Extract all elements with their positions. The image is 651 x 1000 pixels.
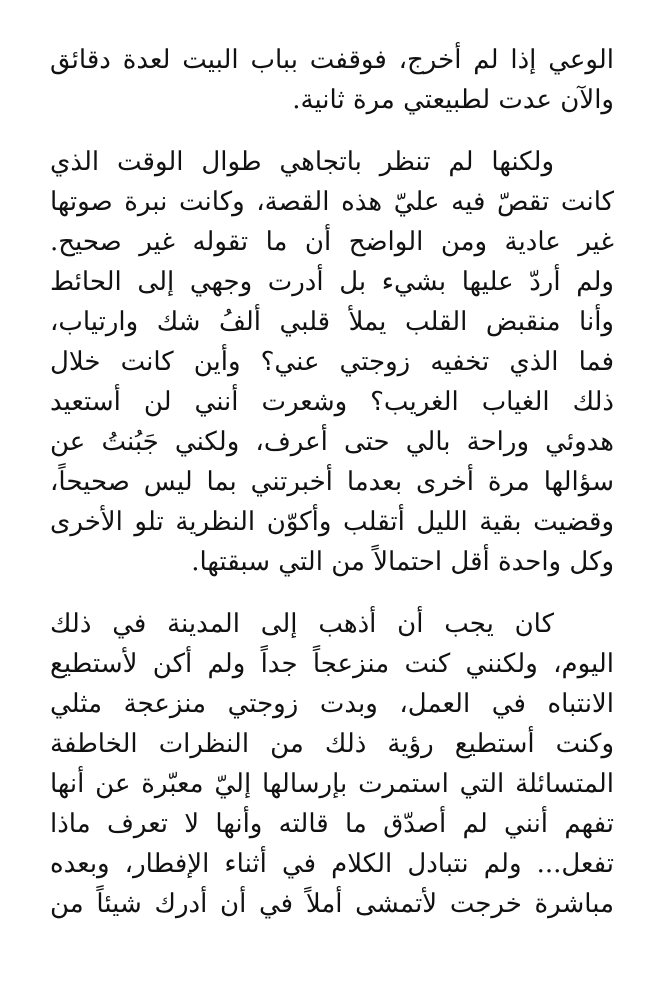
text-line: هدوئي وراحة بالي حتى أعرف، ولكني جَبُنتُ عن [50,427,614,457]
text-line: وقضيت بقية الليل أتقلب وأكوّن النظرية تلو الأخرى [50,507,614,537]
text-line: تفعل... ولم نتبادل الكلام في أثناء الإفطار، وبعده [50,849,614,879]
text-line: كان يجب أن أذهب إلى المدينة في ذلك [50,609,554,639]
text-line: الانتباه في العمل، وبدت زوجتي منزعجة مثلي [50,689,614,719]
paragraph-gap [50,120,614,142]
text-line: ذلك الغياب الغريب؟ وشعرت أنني لن أستعيد [50,387,614,417]
text-line: اليوم، ولكنني كنت منزعجاً جداً ولم أكن لأستطيع [50,649,614,679]
text-line: تفهم أنني لم أصدّق ما قالته وأنها لا تعرف ماذا [50,809,614,839]
text-line: غير عادية ومن الواضح أن ما تقوله غير صحيح. [50,227,614,257]
text-line: والآن عدت لطبيعتي مرة ثانية. [292,85,614,115]
text-line: فما الذي تخفيه زوجتي عني؟ وأين كانت خلال [50,347,614,377]
paragraph-3 [50,604,614,924]
text-line: وكل واحدة أقل احتمالاً من التي سبقتها. [191,547,614,577]
paragraph-1 [50,40,614,120]
text-line: ولكنها لم تنظر باتجاهي طوال الوقت الذي [50,147,554,177]
text-line: وكنت أستطيع رؤية ذلك من النظرات الخاطفة [50,729,614,759]
book-page [50,40,614,924]
text-line: الوعي إذا لم أخرج، فوقفت بباب البيت لعدة دقائق [50,45,614,75]
text-line: وأنا منقبض القلب يملأ قلبي ألفُ شك وارتياب، [50,307,614,337]
paragraph-gap [50,582,614,604]
text-line: ولم أردّ عليها بشيء بل أدرت وجهي إلى الحائط [50,267,614,297]
text-line: سؤالها مرة أخرى بعدما أخبرتني بما ليس صحيحاً، [50,467,614,497]
text-line: المتسائلة التي استمرت بإرسالها إليّ معبّرة عن أنها [50,769,614,799]
paragraph-2 [50,142,614,582]
text-line: كانت تقصّ فيه عليّ هذه القصة، وكانت نبرة صوتها [50,187,614,217]
text-line: مباشرة خرجت لأتمشى أملاً في أن أدرك شيئاً من [50,889,614,919]
